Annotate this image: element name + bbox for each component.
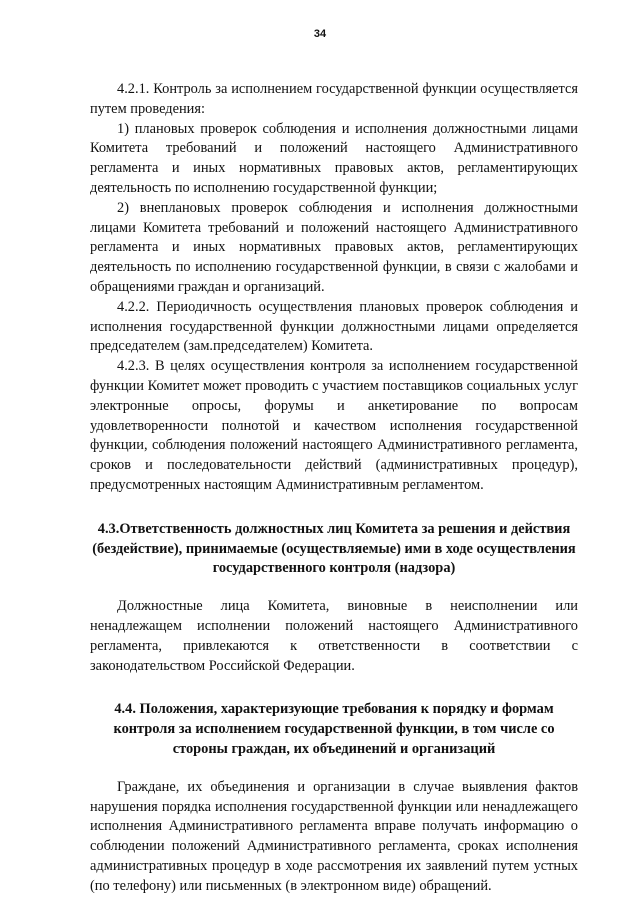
list-item-planned-checks: 1) плановых проверок соблюдения и исполнения должностными лицами Комитета требований и положений настоящего Административного регламента и иных нормативных правовых актов, регламентирующих деятельность по исполнению государственной функции; <box>90 120 578 196</box>
paragraph-4-3: Должностные лица Комитета, виновные в неисполнении или ненадлежащем исполнении положений настоящего Административного регламента, привлекаются к ответственности в соответствии с законодательством Российской Федерации. <box>90 598 578 674</box>
paragraph-4-2-1: 4.2.1. Контроль за исполнением государственной функции осуществляется путем проведения: <box>90 81 578 117</box>
section-heading-4-3: 4.3.Ответственность должностных лиц Комитета за решения и действия (бездействие), принимаемые (осуществляемые) ими в ходе осуществления государственного контроля (надзора) <box>92 520 576 577</box>
paragraph-4-2-3: 4.2.3. В целях осуществления контроля за исполнением государственной функции Комитет может проводить с участием поставщиков социальных услуг электронные опросы, форумы и анкетирование по вопросам удовлетворенности полнотой и качеством исполнения государственной функции, соблюдения положений настоящего Административного регламента, сроков и последовательности действий (административных процедур), предусмотренных настоящим Административным регламентом. <box>90 358 578 493</box>
list-item-unplanned-checks: 2) внеплановых проверок соблюдения и исполнения должностными лицами Комитета требований и положений настоящего Административного регламента и иных нормативных правовых актов, регламентирующих деятельность по исполнению государственной функции, в связи с жалобами и обращениями граждан и организаций. <box>90 199 578 295</box>
section-heading-4-4: 4.4. Положения, характеризующие требования к порядку и формам контроля за исполнением государственной функции, в том числе со стороны граждан, их объединений и организаций <box>113 701 555 757</box>
spacer <box>90 676 578 700</box>
spacer <box>90 760 578 778</box>
page-number: 34 <box>313 28 327 40</box>
paragraph-4-2-2: 4.2.2. Периодичность осуществления плановых проверок соблюдения и исполнения государственной функции должностными лицами определяется председателем (зам.председателем) Комитета. <box>90 298 578 355</box>
document-body <box>90 80 578 896</box>
paragraph-4-4: Граждане, их объединения и организации в случае выявления фактов нарушения порядка исполнения государственной функции или ненадлежащего исполнения Административного регламента вправе получать информацию о соблюдении положений Административного регламента, сроках исполнения административных процедур в ходе рассмотрения их заявлений путем устных (по телефону) или письменных (в электронном виде) обращений. <box>90 778 578 894</box>
spacer <box>90 496 578 520</box>
spacer <box>90 579 578 597</box>
